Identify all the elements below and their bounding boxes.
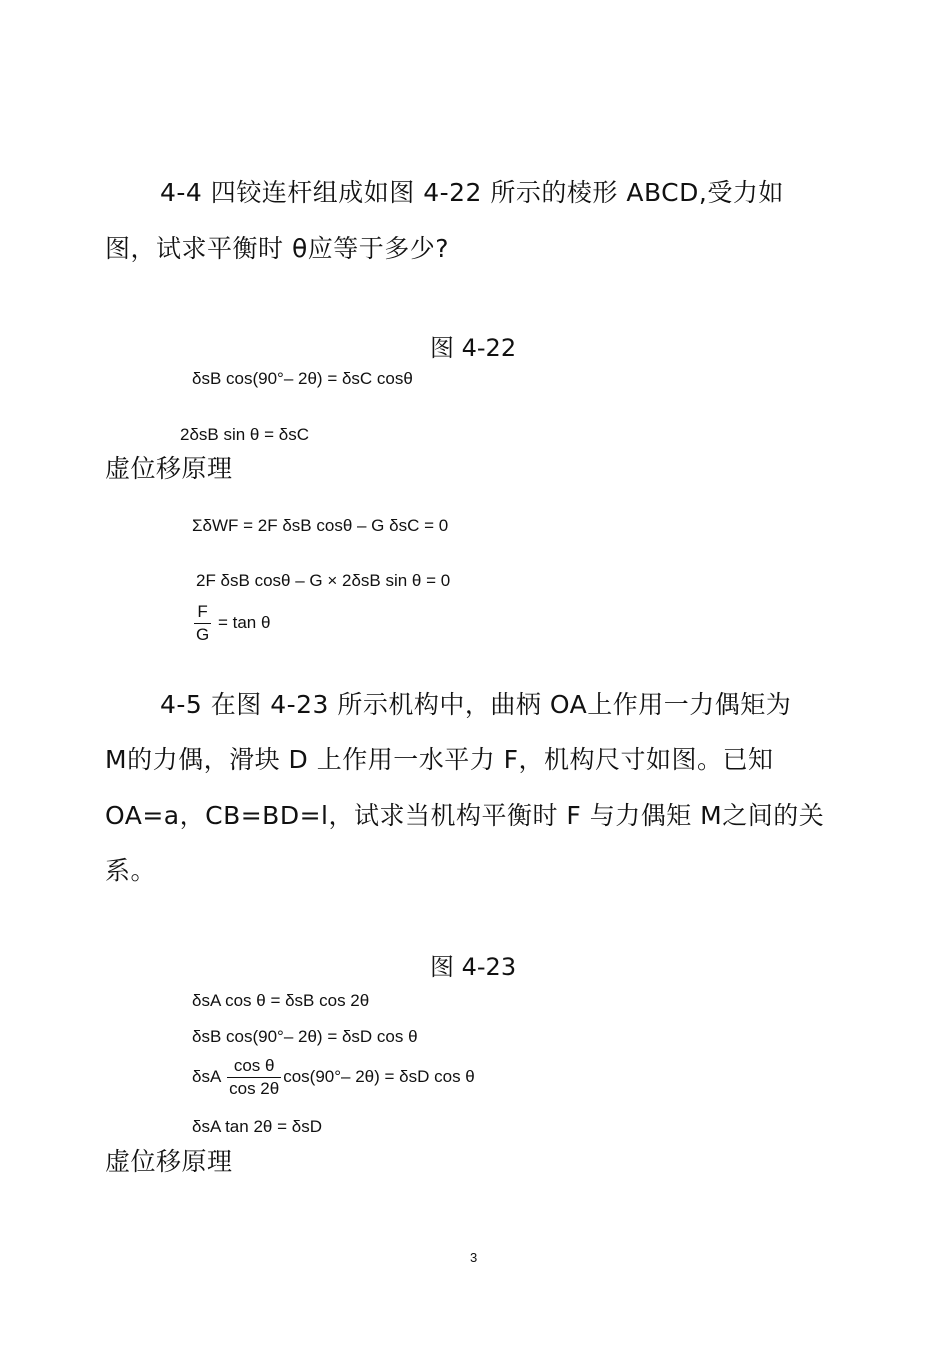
equation-4-4-5 xyxy=(192,602,270,645)
equation-4-4-2: 2δsB sin θ = δsC xyxy=(180,425,310,444)
equation-4-4-4: 2F δsB cosθ – G × 2δsB sin θ = 0 xyxy=(196,571,451,590)
problem-4-4-line-2: 图，试求平衡时 θ应等于多少? xyxy=(105,234,450,263)
figure-4-23-caption: 图 4-23 xyxy=(430,953,517,981)
equation-4-5-3 xyxy=(192,1056,475,1099)
fraction-numerator: cos θ xyxy=(227,1056,281,1078)
problem-4-5-line-1: 4-5 在图 4-23 所示机构中，曲柄 OA上作用一力偶矩为 xyxy=(160,690,792,719)
fraction-numerator: F xyxy=(194,602,211,624)
equation-rhs: cos(90°– 2θ) = δsD cos θ xyxy=(283,1066,475,1086)
virtual-displacement-principle-heading: 虚位移原理 xyxy=(105,454,233,483)
problem-4-5-line-2: M的力偶，滑块 D 上作用一水平力 F，机构尺寸如图。已知 xyxy=(105,745,774,774)
problem-4-5-line-4: 系。 xyxy=(105,856,157,885)
fraction-f-over-g xyxy=(194,602,211,645)
figure-4-22-caption: 图 4-22 xyxy=(430,334,517,362)
virtual-displacement-principle-heading-2: 虚位移原理 xyxy=(105,1147,233,1176)
fraction-cos-ratio xyxy=(227,1056,281,1099)
equation-4-4-1: δsB cos(90°– 2θ) = δsC cosθ xyxy=(192,369,413,388)
equation-lhs: δsA xyxy=(192,1066,221,1086)
equation-4-5-1: δsA cos θ = δsB cos 2θ xyxy=(192,991,370,1010)
problem-4-5-line-3: OA=a，CB=BD=l，试求当机构平衡时 F 与力偶矩 M之间的关 xyxy=(105,801,825,830)
equation-rhs: = tan θ xyxy=(217,612,271,632)
fraction-denominator: G xyxy=(196,625,210,644)
problem-4-4-line-1: 4-4 四铰连杆组成如图 4-22 所示的棱形 ABCD,受力如 xyxy=(160,178,784,207)
fraction-denominator: cos 2θ xyxy=(229,1079,280,1098)
page-number: 3 xyxy=(470,1250,478,1265)
equation-4-5-2: δsB cos(90°– 2θ) = δsD cos θ xyxy=(192,1027,418,1046)
equation-4-4-3: ΣδWF = 2F δsB cosθ – G δsC = 0 xyxy=(192,516,449,535)
equation-4-5-4: δsA tan 2θ = δsD xyxy=(192,1117,322,1136)
